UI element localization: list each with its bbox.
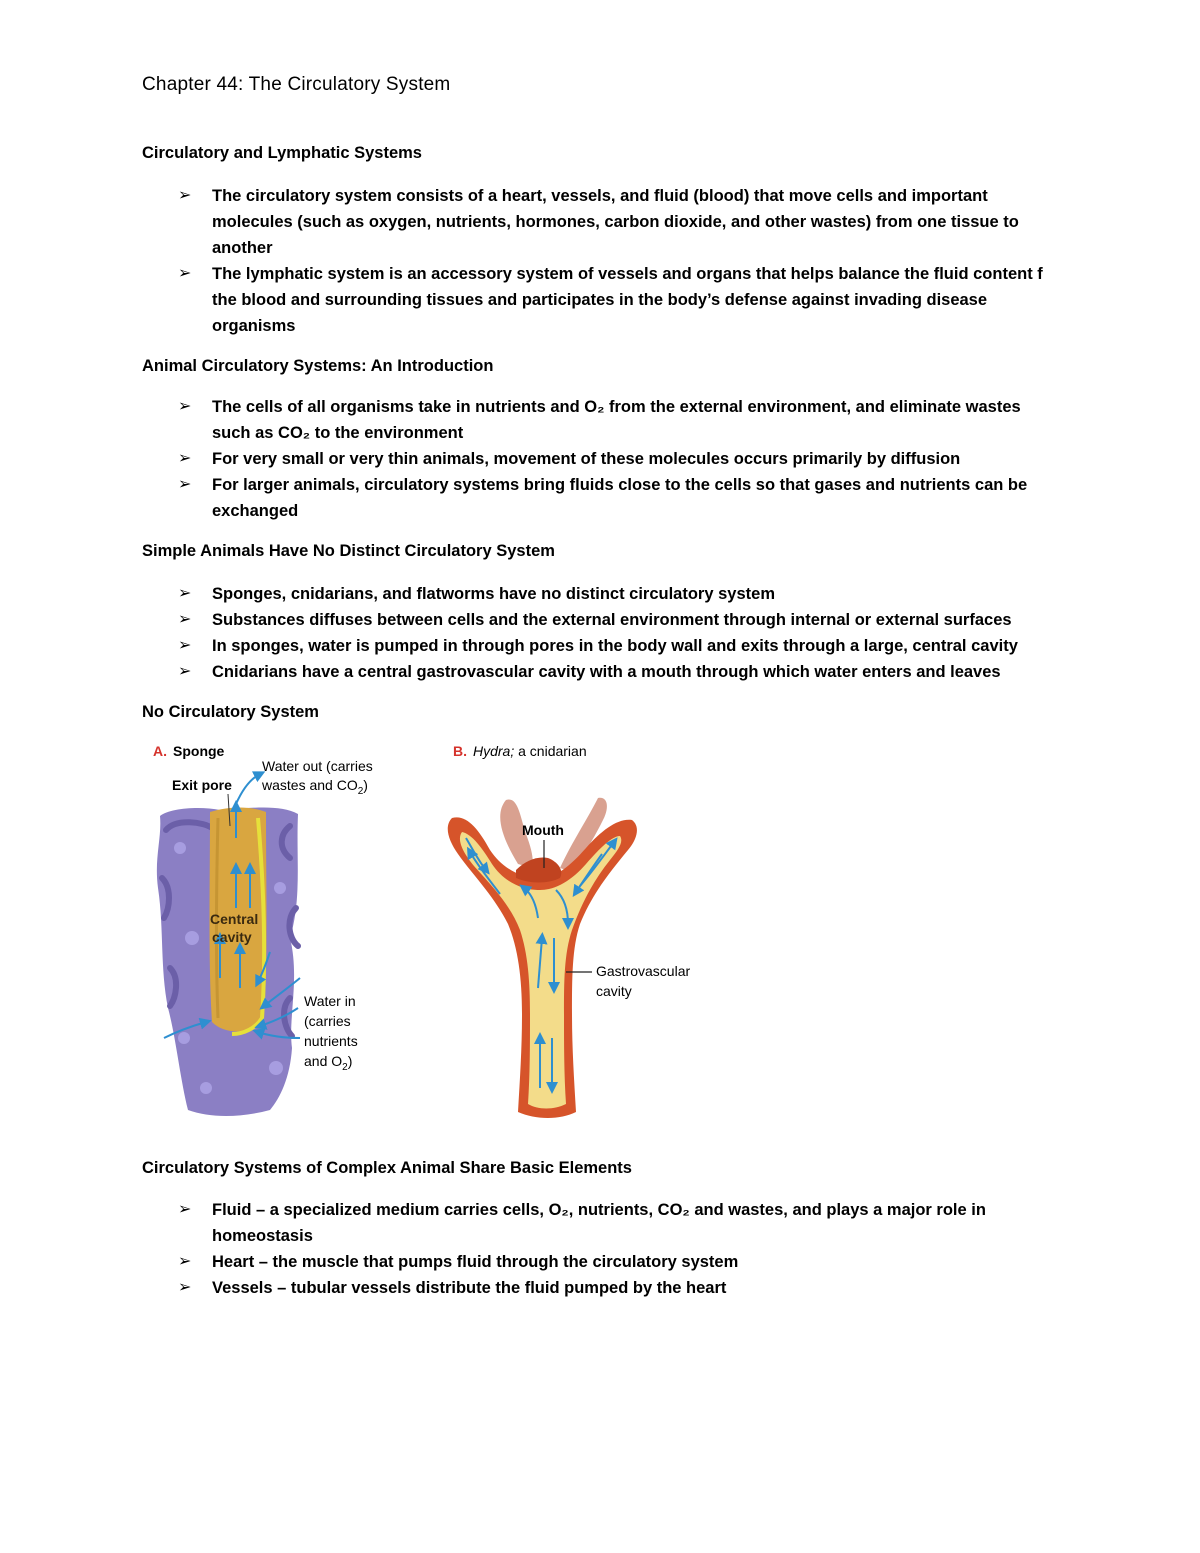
page-title: Chapter 44: The Circulatory System (142, 74, 451, 95)
list-item: ➢ Sponges, cnidarians, and flatworms have no distinct circulatory system (178, 581, 1058, 607)
arrow-bullet-icon: ➢ (178, 611, 192, 628)
list-item: ➢ The lymphatic system is an accessory system of vessels and organs that helps balance the fluid content f the blood and surrounding tissues and participates in the body’s defense against invading disease organisms (178, 261, 1058, 339)
arrow-bullet-icon: ➢ (178, 265, 192, 282)
panel-a-letter: A. (153, 743, 167, 759)
arrow-bullet-icon: ➢ (178, 398, 192, 415)
circulation-figure (140, 738, 720, 1130)
section-heading-no-circulatory: No Circulatory System (142, 703, 319, 721)
list-item: ➢ For very small or very thin animals, movement of these molecules occurs primarily by diffusion (178, 446, 1058, 472)
arrow-bullet-icon: ➢ (178, 1279, 192, 1296)
hydra-illustration (448, 798, 637, 1118)
figure-svg (140, 738, 720, 1130)
label-gastrovascular-2: cavity (596, 983, 632, 999)
label-water-in-1: Water in (304, 993, 356, 1009)
label-water-in-3: nutrients (304, 1033, 358, 1049)
list-item: ➢ Heart – the muscle that pumps fluid through the circulatory system (178, 1249, 1058, 1275)
list-item: ➢ For larger animals, circulatory systems bring fluids close to the cells so that gases and nutrients can be exchanged (178, 472, 1058, 524)
arrow-bullet-icon: ➢ (178, 663, 192, 680)
panel-b-title: Hydra; a cnidarian (473, 743, 587, 759)
list-item: ➢ In sponges, water is pumped in through pores in the body wall and exits through a large, central cavity (178, 633, 1058, 659)
arrow-bullet-icon: ➢ (178, 637, 192, 654)
label-water-in-4: and $O_2$) (304, 1053, 353, 1073)
bullet-list-3 (178, 581, 1058, 685)
bullet-list-1 (178, 183, 1058, 339)
sponge-illustration (157, 774, 300, 1116)
list-item: ➢ Substances diffuses between cells and the external environment through internal or external surfaces (178, 607, 1058, 633)
label-water-out-2: wastes and $CO_2$) (262, 777, 368, 797)
bullet-list-5 (178, 1197, 1058, 1301)
section-heading-intro: Animal Circulatory Systems: An Introduction (142, 357, 494, 375)
section-heading-circulatory-lymphatic: Circulatory and Lymphatic Systems (142, 144, 422, 162)
label-central-2: cavity (212, 929, 252, 945)
arrow-bullet-icon: ➢ (178, 476, 192, 493)
section-heading-complex-animals: Circulatory Systems of Complex Animal Share Basic Elements (142, 1159, 632, 1177)
list-item: ➢ Vessels – tubular vessels distribute the fluid pumped by the heart (178, 1275, 1058, 1301)
label-central-1: Central (210, 911, 259, 927)
label-exit-pore: Exit pore (172, 777, 232, 793)
list-item: ➢ The cells of all organisms take in nutrients and O₂ from the external environment, and eliminate wastes such as CO₂ to the environment (178, 394, 1058, 446)
arrow-bullet-icon: ➢ (178, 585, 192, 602)
label-mouth: Mouth (522, 822, 564, 838)
bullet-list-2 (178, 394, 1058, 524)
arrow-bullet-icon: ➢ (178, 450, 192, 467)
list-item: ➢ Fluid – a specialized medium carries cells, O₂, nutrients, CO₂ and wastes, and plays a major role in homeostasis (178, 1197, 1058, 1249)
arrow-bullet-icon: ➢ (178, 1253, 192, 1270)
label-water-out-1: Water out (carries (262, 758, 373, 774)
arrow-bullet-icon: ➢ (178, 1201, 192, 1218)
panel-a-title: Sponge (173, 743, 225, 759)
list-item: ➢ The circulatory system consists of a heart, vessels, and fluid (blood) that move cells and important molecules (such as oxygen, nutrients, hormones, carbon dioxide, and other wastes) from one tissue to another (178, 183, 1058, 261)
section-heading-simple-animals: Simple Animals Have No Distinct Circulatory System (142, 542, 555, 560)
arrow-bullet-icon: ➢ (178, 187, 192, 204)
panel-b-letter: B. (453, 743, 467, 759)
label-gastrovascular-1: Gastrovascular (596, 963, 691, 979)
list-item: ➢ Cnidarians have a central gastrovascular cavity with a mouth through which water enters and leaves (178, 659, 1058, 685)
label-water-in-2: (carries (304, 1013, 351, 1029)
